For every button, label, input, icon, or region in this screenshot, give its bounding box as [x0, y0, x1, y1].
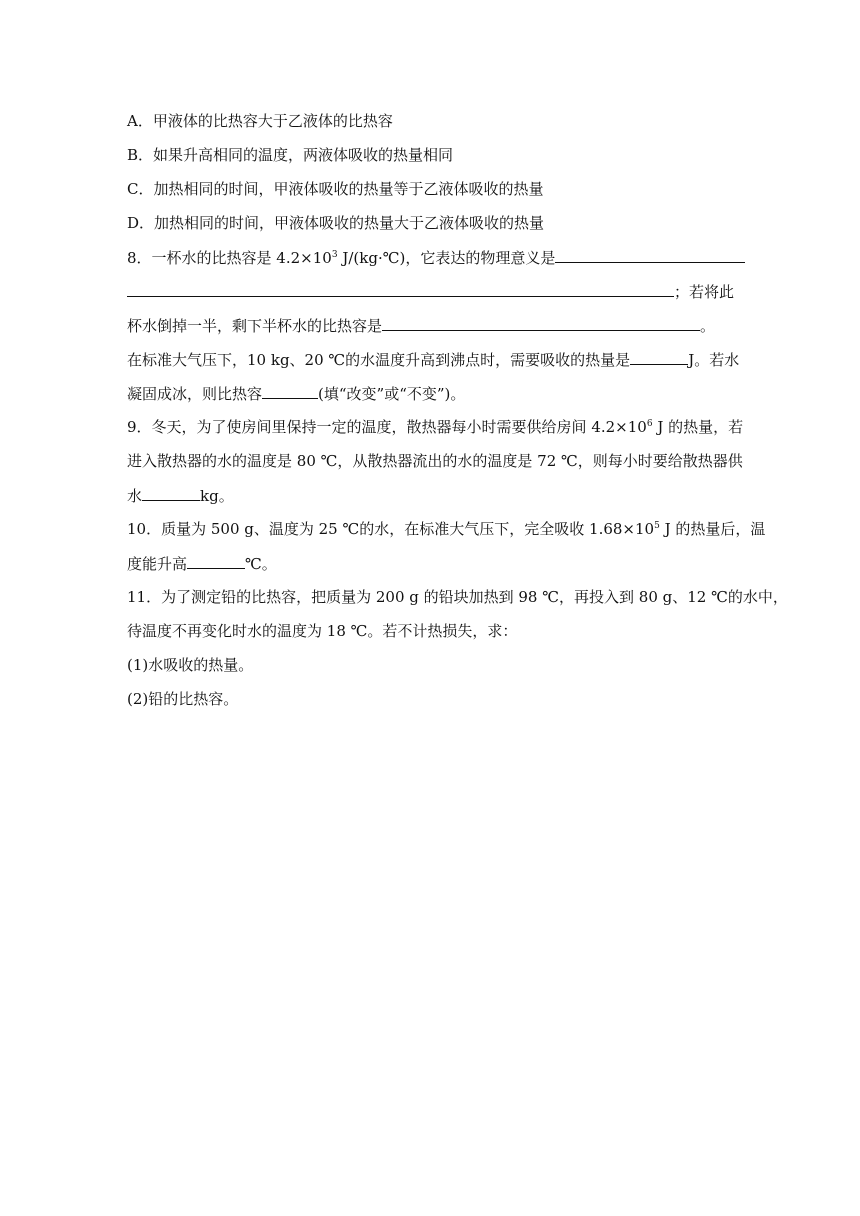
- question-9-line-1: [127, 417, 744, 437]
- q8-text: J/(kg·℃)，它表达的物理意义是: [337, 249, 556, 267]
- option-c: C．加热相同的时间，甲液体吸收的热量等于乙液体吸收的热量: [127, 180, 544, 198]
- option-d: D．加热相同的时间，甲液体吸收的热量大于乙液体吸收的热量: [127, 214, 545, 232]
- q8-text: J。若水: [688, 351, 740, 369]
- q8-exponent: 3: [331, 250, 338, 260]
- q9-exponent: 6: [646, 419, 653, 429]
- q9-text: kg。: [200, 487, 234, 505]
- q10-text: 10．质量为 500 g、温度为 25 ℃的水，在标准大气压下，完全吸收 1.68×10: [127, 520, 655, 538]
- question-9-line-2: 进入散热器的水的温度是 80 ℃，从散热器流出的水的温度是 72 ℃，则每小时要给散热器供: [127, 452, 743, 470]
- q9-text: 水: [127, 487, 143, 505]
- question-11-line-1: 11．为了测定铅的比热容，把质量为 200 g 的铅块加热到 98 ℃，再投入到 80 g、12 ℃的水中，: [127, 588, 788, 606]
- q8-text: 杯水倒掉一半，剩下半杯水的比热容是: [127, 317, 383, 335]
- question-9-line-3: [127, 485, 740, 506]
- question-8-line-1: [127, 247, 740, 268]
- q9-mass-blank[interactable]: [142, 485, 200, 501]
- question-8-line-5: [127, 383, 740, 404]
- q8-meaning-blank[interactable]: [555, 247, 745, 263]
- q10-temp-blank[interactable]: [187, 553, 245, 569]
- option-b: B．如果升高相同的温度，两液体吸收的热量相同: [127, 146, 454, 164]
- q10-text: 度能升高: [127, 555, 188, 573]
- question-11-line-2: 待温度不再变化时水的温度为 18 ℃。若不计热损失，求：: [127, 622, 518, 640]
- question-8-line-2: [127, 281, 745, 302]
- q10-text: ℃。: [245, 555, 277, 573]
- q8-text: 8．一杯水的比热容是 4.2×10: [127, 249, 332, 267]
- q8-text: (填“改变”或“不变”)。: [318, 385, 466, 403]
- q8-meaning-blank-cont[interactable]: [127, 281, 674, 297]
- question-11-part-1: (1)水吸收的热量。: [127, 656, 254, 674]
- question-10-line-1: [127, 519, 766, 539]
- q9-text: 9．冬天，为了使房间里保持一定的温度，散热器每小时需要供给房间 4.2×10: [127, 418, 647, 436]
- q8-change-blank[interactable]: [262, 383, 318, 399]
- question-11-part-2: (2)铅的比热容。: [127, 690, 239, 708]
- q8-text: 在标准大气压下，10 kg、20 ℃的水温度升高到沸点时，需要吸收的热量是: [127, 351, 631, 369]
- q8-heat-blank[interactable]: [630, 349, 688, 365]
- q8-half-cup-blank[interactable]: [382, 315, 700, 331]
- question-10-line-2: [127, 553, 740, 574]
- question-8-line-3: [127, 315, 740, 336]
- option-a: A．甲液体的比热容大于乙液体的比热容: [127, 112, 393, 130]
- question-8-line-4: [127, 349, 740, 370]
- q10-exponent: 5: [654, 521, 660, 531]
- q10-text: J 的热量后，温: [659, 520, 766, 538]
- q8-text: 。: [700, 317, 716, 335]
- q8-text: 凝固成冰，则比热容: [127, 385, 263, 403]
- q9-text: J 的热量，若: [652, 418, 744, 436]
- q8-text: ；若将此: [674, 283, 735, 301]
